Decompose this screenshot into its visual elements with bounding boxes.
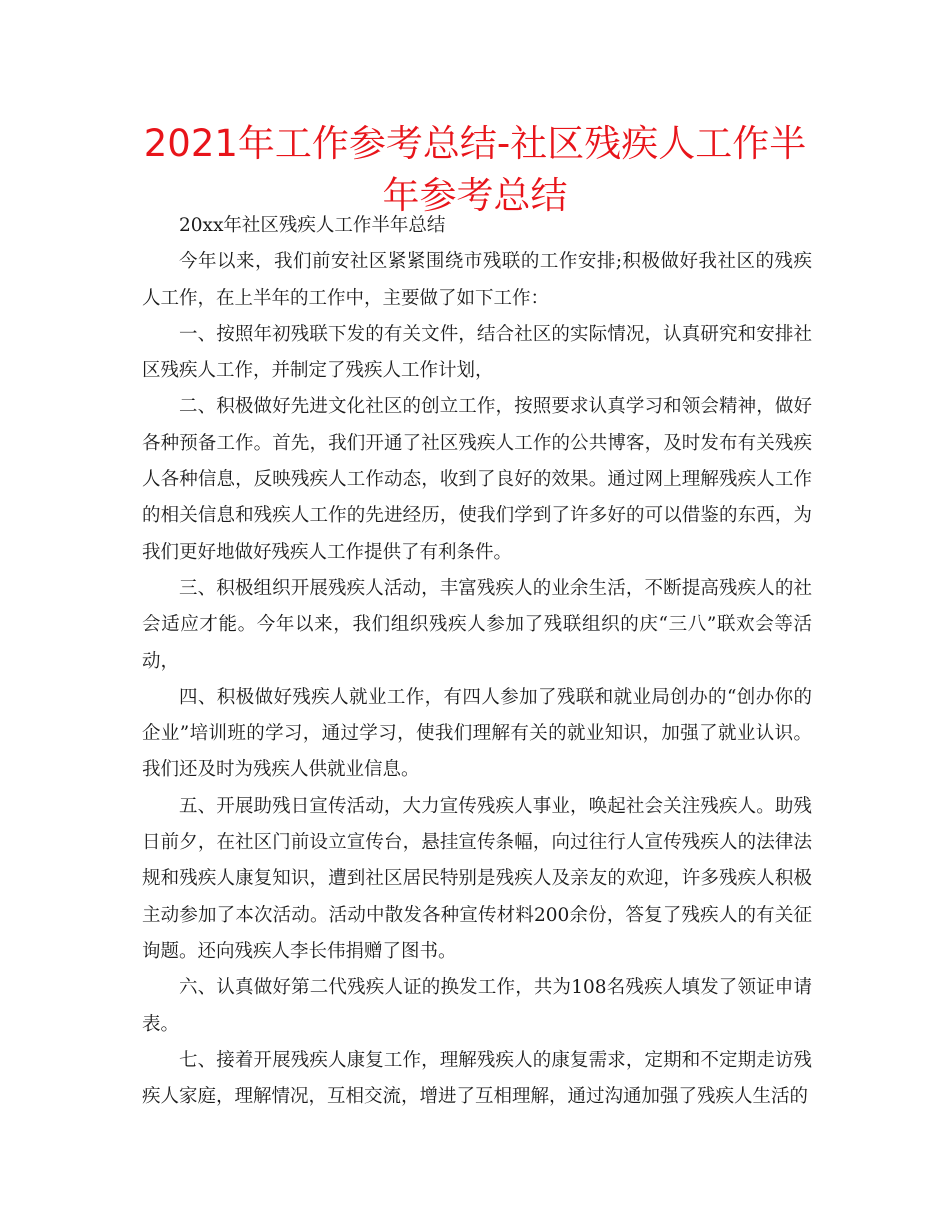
item-6-paragraph: 六、认真做好第二代残疾人证的换发工作，共为108名残疾人填发了领证申请表。: [142, 977, 812, 1035]
subtitle-paragraph: 20xx年社区残疾人工作半年总结: [179, 215, 446, 236]
item-3-paragraph: 三、积极组织开展残疾人活动，丰富残疾人的业余生活，不断提高残疾人的社会适应才能。今年以来，我们组织残疾人参加了残联组织的庆“三八”联欢会等活动，: [142, 577, 812, 672]
item-7-paragraph: 七、接着开展残疾人康复工作，理解残疾人的康复需求，定期和不定期走访残疾人家庭，理解情况，互相交流，增进了互相理解，通过沟通加强了残疾人生活的: [142, 1049, 812, 1108]
item-2-paragraph: 二、积极做好先进文化社区的创立工作，按照要求认真学习和领会精神，做好各种预备工作。首先，我们开通了社区残疾人工作的公共博客，及时发布有关残疾人各种信息，反映残疾人工作动态，收到了良好的效果。通过网上理解残疾人工作的相关信息和残疾人工作的先进经历，使我们学到了许多好的可以借鉴的东西，为我们更好地做好残疾人工作提供了有利条件。: [142, 396, 812, 563]
item-1-paragraph: 一、按照年初残联下发的有关文件，结合社区的实际情况，认真研究和安排社区残疾人工作，并制定了残疾人工作计划，: [142, 323, 812, 382]
document-body: [142, 208, 812, 1115]
document-title: 2021年工作参考总结-社区残疾人工作半年参考总结: [143, 122, 807, 217]
intro-paragraph: 今年以来，我们前安社区紧紧围绕市残联的工作安排;积极做好我社区的残疾人工作，在上半年的工作中，主要做了如下工作：: [142, 251, 812, 309]
item-5-paragraph: 五、开展助残日宣传活动，大力宣传残疾人事业，唤起社会关注残疾人。助残日前夕，在社区门前设立宣传台，悬挂宣传条幅，向过往行人宣传残疾人的法律法规和残疾人康复知识，遭到社区居民特别是残疾人及亲友的欢迎，许多残疾人积极主动参加了本次活动。活动中散发各种宣传材料200余份，答复了残疾人的有关征询题。还向残疾人李长伟捐赠了图书。: [142, 795, 812, 962]
item-4-paragraph: 四、积极做好残疾人就业工作，有四人参加了残联和就业局创办的“创办你的企业”培训班的学习，通过学习，使我们理解有关的就业知识，加强了就业认识。我们还及时为残疾人供就业信息。: [142, 686, 812, 781]
